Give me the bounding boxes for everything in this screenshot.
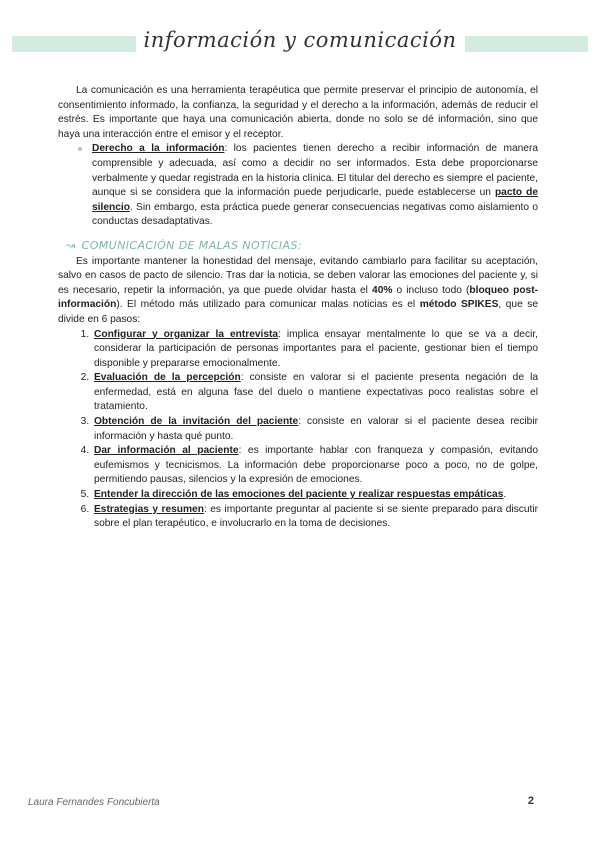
page-number: 2 <box>527 795 534 807</box>
intro-paragraph: La comunicación es una herramienta terapéutica que permite preservar el principio de autonomía, el consentimiento informado, la confianza, la seguridad y el derecho a la información, además de reducir el estrés. Es importante que haya una comunicación abierta, donde no solo se dé información, sino que haya una interacción entre el emisor y el receptor. <box>58 85 538 140</box>
section-heading-text: COMUNICACIÓN DE MALAS NOTICIAS: <box>81 238 302 252</box>
page-content <box>58 84 538 532</box>
page-title-text: información y comunicación <box>136 28 465 52</box>
step-term: Evaluación de la percepción <box>94 372 241 384</box>
step-term: Estrategias y resumen <box>94 503 204 515</box>
step-item <box>92 415 538 444</box>
section-heading <box>66 239 538 254</box>
bullet-text-2: . Sin embargo, esta práctica puede generar consecuencias negativas como aislamiento o conductas desadaptativas. <box>92 201 538 228</box>
step-text: . <box>503 489 507 501</box>
bullet-list <box>58 142 538 230</box>
footer-author: Laura Fernandes Foncubierta <box>28 797 160 808</box>
step-item <box>92 328 538 372</box>
step-text: : es importante hablar con franqueza y compasión, evitando eufemismos y tecnicismos. La información debe proporcionarse poco a poco, no de golpe, permitiendo pausas, silencios y la expresión de emociones. <box>94 445 538 486</box>
section-bloqueo: bloqueo post-información <box>58 284 539 311</box>
step-term: Obtención de la invitación del paciente <box>94 416 299 428</box>
spikes-steps <box>58 328 538 532</box>
step-text: : consiste en valorar si el paciente desea recibir información y hasta qué punto. <box>94 416 538 442</box>
step-text: : es importante preguntar al paciente si se siente preparado para discutir sobre el plan terapéutico, e involucrarlo en la toma de decisiones. <box>94 503 538 530</box>
section-pct: 40% <box>372 284 393 296</box>
step-text: : consiste en valorar si el paciente presenta negación de la enfermedad, está en alguna fase del duelo o mantiene expectativas poco realistas sobre el tratamiento. <box>94 372 539 413</box>
page-title <box>0 28 600 52</box>
bullet-derecho-informacion <box>92 142 538 230</box>
step-item <box>92 488 538 503</box>
section-text-4: , que se divide en 6 pasos: <box>58 299 539 325</box>
section-metodo: método SPIKES <box>419 299 499 311</box>
section-paragraph <box>58 255 538 328</box>
squiggle-arrow-icon: ↝ <box>66 238 76 252</box>
step-term: Entender la dirección de las emociones del paciente y realizar respuestas empáticas <box>94 489 504 501</box>
section-text-1: Es importante mantener la honestidad del mensaje, evitando cambiarlo para facilitar su aceptación, salvo en casos de pacto de silencio. Tras dar la noticia, se deben valorar las emociones del paciente y, si es necesario, repetir la información, ya que puede olvidar hasta el <box>58 255 538 296</box>
step-item <box>92 371 538 415</box>
step-term: Configurar y organizar la entrevista <box>94 328 279 340</box>
section-text-3: ). El método más utilizado para comunicar malas noticias es el <box>116 299 420 311</box>
bullet-text-1: : los pacientes tienen derecho a recibir información de manera comprensible y adecuada, así como a decidir no ser informados. Esta debe proporcionarse verbalmente y quedar registrada en la historia clínica. El titular del derecho es siempre el paciente, aunque si se considera que la información puede perjudicarle, puede establecerse un <box>92 143 539 199</box>
step-term: Dar información al paciente <box>94 445 239 457</box>
section-text-2: o incluso todo ( <box>392 284 470 296</box>
step-item <box>92 444 538 488</box>
step-text: : implica ensayar mentalmente lo que se va a decir, considerar la participación de personas importantes para el paciente, gestionar bien el tiempo disponible y prepararse emocionalmente. <box>94 328 538 369</box>
bullet-term: Derecho a la información <box>92 143 225 155</box>
step-item <box>92 503 538 532</box>
bullet-term-2: pacto de silencio <box>92 187 538 213</box>
